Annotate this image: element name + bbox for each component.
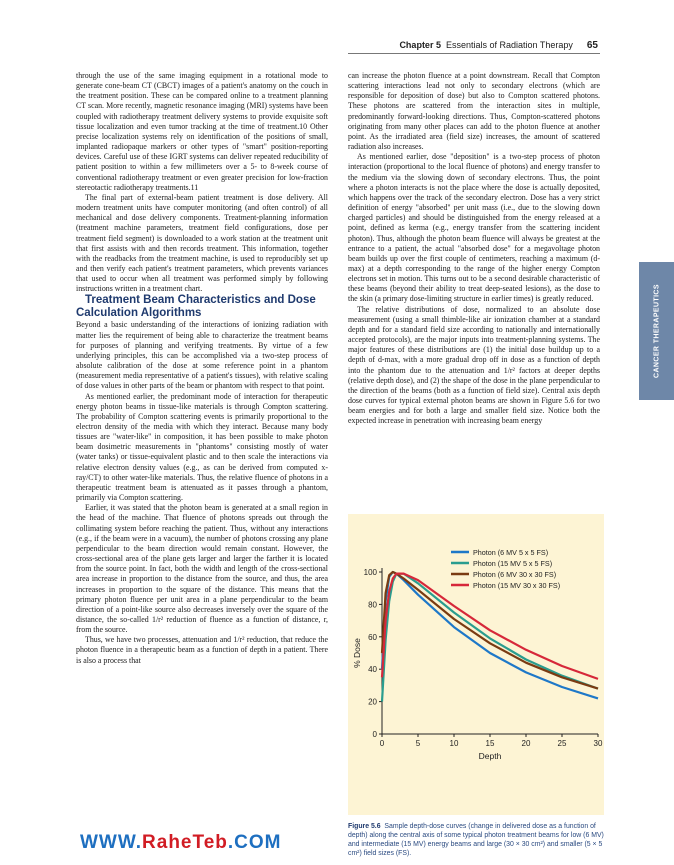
watermark-suffix: .COM (227, 832, 282, 853)
x-tick-label: 25 (557, 739, 567, 748)
side-tab-label: CANCER THERAPEUTICS (653, 284, 660, 378)
page-number: 65 (586, 40, 598, 51)
x-tick-label: 5 (415, 739, 421, 748)
paragraph: The final part of external-beam patient treatment is dose delivery. All modern treatment units have computer monitoring (and often control) of all mechanical and dose delivery components. Treatment-planning information (treatment machine parameters, treatment field configurations, dose per treatment field segment) is downloaded to a work station at the treatment unit that first assists with and then records treatment. This information, together with the readbacks from the treatment machine, is used to reproducibly set up and then verify each patient's treatment parameters, which prevents variances that used to occur when all treatment was performed simply by following instructions written in a treatment chart. (76, 192, 328, 294)
left-column (76, 71, 328, 666)
figure-caption (348, 822, 604, 858)
watermark-prefix: WWW. (80, 832, 143, 853)
paragraph: As mentioned earlier, dose "deposition" is a two-step process of photon interaction (proportional to the local fluence of photons) and energy transfer to the medium via the slowing down of secondary electrons. Thus, the point where a photon interacts is not the place where the dose is actually deposited, which happens over the track of the secondary electron. Dose has a very strict definition of energy "absorbed" per unit mass (i.e., due to the slowing down charged particles) and should be distinguished from the energy released at a point, defined as kerma (e.g., energy transfer from the scattering incident photon). Thus, although the photon beam fluence will always be greatest at the entrance to a patient, the actual "absorbed dose" for a megavoltage photon beam builds up over the first couple of centimeters, reaching a maximum (d-max) at a depth corresponding to the range of the higher energy Compton electrons set in motion. This turns out to be a second desirable characteristic of these beams (beyond their ability to treat deep-seated lesions), as the dose to the skin (a primary dose-limiting structure in earlier times) is greatly reduced. (348, 152, 600, 304)
section-side-tab (639, 262, 674, 400)
header-rule (348, 53, 600, 54)
y-tick-label: 100 (363, 568, 377, 577)
right-column (348, 71, 600, 426)
legend-label: Photon (6 MV 5 x 5 FS) (473, 548, 549, 557)
section-heading: Treatment Beam Characteristics and Dose Calculation Algorithms (76, 294, 316, 320)
y-tick-label: 40 (368, 665, 377, 675)
y-tick-label: 60 (368, 632, 377, 642)
legend-label: Photon (15 MV 30 x 30 FS) (473, 581, 561, 590)
x-tick-label: 15 (485, 739, 495, 748)
series-line (382, 574, 598, 702)
depth-dose-chart (348, 514, 604, 815)
paragraph: As mentioned earlier, the predominant mode of interaction for therapeutic energy photon beams in tissue-like materials is through Compton scattering. The probability of Compton scattering events is primarily proportional to the electron density of the media with which they interact. Because many body tissues are "water-like" in composition, it has been possible to make photon beam dosimetric measurements in "phantoms" consisting mostly of water (water tanks) or tissue-equivalent plastic and to then scale the interactions via relative electron density values (e.g., as can be derived from computed x-ray/CT) to other water-like materials. Thus, the relative fluence of photons in a therapeutic treatment beam is attenuated as it passes through a phantom, primarily via Compton scattering. (76, 391, 328, 503)
x-tick-label: 0 (379, 739, 385, 748)
chapter-title: Essentials of Radiation Therapy (445, 40, 573, 50)
watermark-brand: RaheTeb (142, 832, 228, 853)
x-tick-label: 30 (593, 739, 603, 748)
y-tick-label: 20 (368, 697, 377, 707)
paragraph: Earlier, it was stated that the photon beam is generated at a small region in the head of the machine. That fluence of photons spreads out through the collimating system before reaching the patient. Thus, without any interactions (e.g., if the beam were in a vacuum), the number of photons crossing any plane perpendicular to the beam direction would remain constant. However, the cross-sectional area of the plane gets larger and larger the farther it is located from the source point. In fact, both the width and length of the cross-sectional area increase in proportion to the distance from the source, and thus, the area increases in proportion to the square of the distance. This means that the primary photon fluence per unit area in a plane perpendicular to the beam direction of a point-like source also decreases inversely over the square of the distance, the so-called 1/r² reduction of fluence as a function of distance, r, from the source. (76, 503, 328, 635)
y-tick-label: 0 (372, 730, 377, 739)
y-axis-title: % Dose (352, 638, 362, 668)
paragraph: can increase the photon fluence at a point downstream. Recall that Compton scattering interactions lead not only to secondary electrons (which are responsible for deposition of dose) but also to Compton scattered photons. These photons are scattered from the interaction sites in multiple, predominantly forward-looking directions. Thus, Compton-scattered photons originating from many other places can add to the photon fluence at another point. As the irradiated area (field size) increases, the amount of scattered radiation also increases. (348, 71, 600, 152)
y-tick-label: 80 (368, 600, 377, 610)
chapter-label: Chapter 5 (399, 40, 441, 50)
figure-label: Figure 5.6 (348, 823, 381, 830)
x-tick-label: 20 (521, 739, 531, 748)
x-axis-title: Depth (478, 751, 502, 761)
paragraph: through the use of the same imaging equipment in a rotational mode to generate cone-beam CT (CBCT) images of a patient's anatomy on the couch in the treatment position. These can be compared online to a treatment planning CT scan. More recently, magnetic resonance imaging (MRI) systems have been coupled with radiotherapy treatment delivery systems to provide exquisite soft tissue localization and even tumor tracking at the time of treatment.10 Other precise localization systems rely on identification of the positions of small, implanted radiopaque markers or other types of "smart" position-reporting devices. Careful use of these IGRT systems can deliver repeated reducibility of patient position to within a few millimeters over a 5- to 8-week course of conventional radiotherapy treatment or even greater precision for low-fraction stereotactic radiotherapy treatments.11 (76, 71, 328, 192)
running-header (399, 40, 598, 51)
figure-caption-text: Sample depth-dose curves (change in delivered dose as a function of depth) along the central axis of some typical photon treatment beams for low (6 MV) and intermediate (15 MV) energy beams and large (30 × 30 cm²) and smaller (5 × 5 cm²) field sizes (FS). (348, 823, 604, 857)
paragraph: Beyond a basic understanding of the interactions of ionizing radiation with matter lies the requirement of being able to characterize the treatment beams for purposes of planning and verifying treatments. By virtue of a few underlying principles, this can be accomplished via a two-step process of absolute calibration of the dose at some reference point in a phantom (measurement media representative of a patient's tissues), with relative scaling of dose values in other parts of the beam or phantom with respect to that point. (76, 320, 328, 391)
figure-panel (348, 514, 604, 815)
paragraph: Thus, we have two processes, attenuation and 1/r² reduction, that reduce the photon fluence in a therapeutic beam as a function of depth in a patient. There is also a process that (76, 635, 328, 665)
x-tick-label: 10 (449, 739, 459, 748)
paragraph: The relative distributions of dose, normalized to an absolute dose measurement (using a small thimble-like air ionization chamber at a standard depth and for a standard field size according to nationally and internationally accepted protocols), are the major inputs into treatment-planning systems. The major features of these distributions are (1) the initial dose buildup up to a depth of d-max, with a more gradual drop off in dose as a function of depth into the phantom due to the attenuation and 1/r² factors at deeper depths (relative depth dose), and (2) the shape of the dose in the plane perpendicular to the direction of the beams (both as a function of field size). Central axis depth dose curves for typical external photon beams are shown in Figure 5.6 for two beam energies and for both a large and smaller field size. Notice both the expected increase in penetration with increasing beam energy (348, 304, 600, 426)
legend-label: Photon (15 MV 5 x 5 FS) (473, 559, 553, 568)
watermark (80, 832, 281, 854)
legend-label: Photon (6 MV 30 x 30 FS) (473, 570, 557, 579)
